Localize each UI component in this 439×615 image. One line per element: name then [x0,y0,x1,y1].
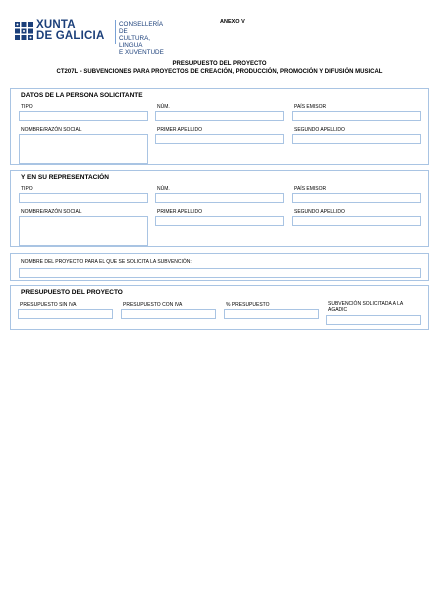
budget-percent-field[interactable] [224,309,319,319]
nombre-label: NOMBRE/RAZÓN SOCIAL [21,127,82,133]
applicant-nombre-field[interactable] [19,134,148,164]
project-name-section [10,253,429,281]
document-title: PRESUPUESTO DEL PROYECTO [172,61,267,67]
pais-label: PAÍS EMISOR [294,186,327,192]
pais-label: PAÍS EMISOR [294,104,327,110]
applicant-tipo-field[interactable] [19,111,148,121]
segundo-apellido-label: SEGUNDO APELLIDO [294,209,345,215]
applicant-section [10,88,429,165]
section-title: PRESUPUESTO DEL PROYECTO [21,289,123,296]
xunta-emblem-icon [14,20,34,42]
rep-primer-apellido-field[interactable] [155,216,284,226]
primer-apellido-label: PRIMER APELLIDO [157,127,203,133]
budget-section [10,285,429,330]
num-label: NÚM. [157,186,170,192]
annex-label: ANEXO V [220,19,245,25]
representative-section [10,170,429,247]
primer-apellido-label: PRIMER APELLIDO [157,209,203,215]
subsidy-requested-label: SUBVENCIÓN SOLICITADA A LA AGADIC [328,301,404,313]
applicant-segundo-apellido-field[interactable] [292,134,421,144]
budget-without-vat-field[interactable] [18,309,113,319]
budget-with-vat-field[interactable] [121,309,216,319]
project-name-field[interactable] [19,268,421,278]
tipo-label: TIPO [21,104,33,110]
tipo-label: TIPO [21,186,33,192]
applicant-num-field[interactable] [155,111,284,121]
procedure-title: CT207L - SUBVENCIONES PARA PROYECTOS DE CREACIÓN, PRODUCCIÓN, PROMOCIÓN Y DIFUSIÓN MUSICAL [56,69,383,75]
xunta-logo [14,19,164,56]
applicant-primer-apellido-field[interactable] [155,134,284,144]
department-name: CONSELLERÍA DE CULTURA, LINGUA E XUVENTUDE [119,21,164,56]
budget-without-vat-label: PRESUPUESTO SIN IVA [20,302,77,308]
applicant-pais-field[interactable] [292,111,421,121]
logo-text: XUNTA DE GALICIA [36,19,105,42]
rep-nombre-field[interactable] [19,216,148,246]
section-title: DATOS DE LA PERSONA SOLICITANTE [21,92,143,99]
rep-pais-field[interactable] [292,193,421,203]
budget-percent-label: % PRESUPUESTO [226,302,270,308]
rep-tipo-field[interactable] [19,193,148,203]
segundo-apellido-label: SEGUNDO APELLIDO [294,127,345,133]
logo-divider [115,20,116,44]
section-title: Y EN SU REPRESENTACIÓN [21,174,109,181]
nombre-label: NOMBRE/RAZÓN SOCIAL [21,209,82,215]
project-name-label: NOMBRE DEL PROYECTO PARA EL QUE SE SOLICITA LA SUBVENCIÓN: [21,259,192,265]
rep-num-field[interactable] [155,193,284,203]
subsidy-requested-field[interactable] [326,315,421,325]
budget-with-vat-label: PRESUPUESTO CON IVA [123,302,183,308]
rep-segundo-apellido-field[interactable] [292,216,421,226]
num-label: NÚM. [157,104,170,110]
